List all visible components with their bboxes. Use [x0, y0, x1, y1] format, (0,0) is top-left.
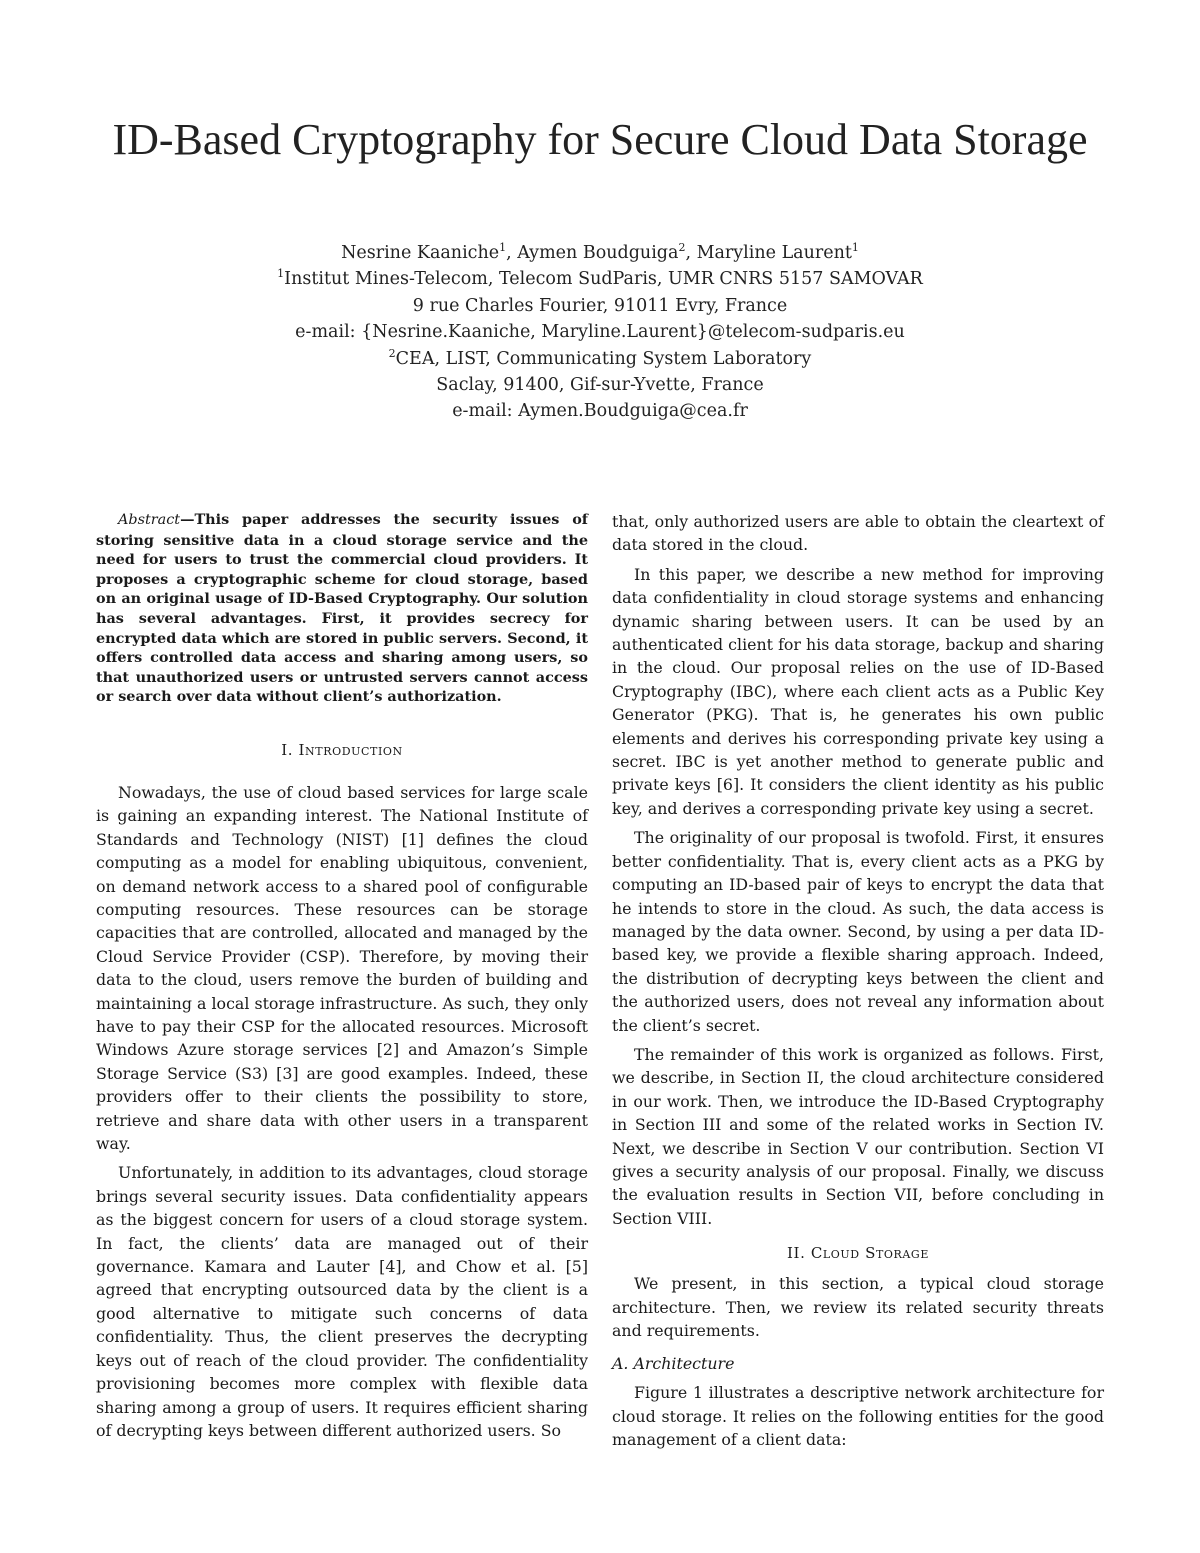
paragraph: In this paper, we describe a new method for improving data confidentiality in cloud storage systems and enhancing dynamic sharing between users. It can be used by an authenticated client for his data storage, backup and sharing in the cloud. Our proposal relies on the use of ID-Based Cryptography (IBC), where each client acts as a Public Key Generator (PKG). That is, he generates his own public elements and derives his corresponding private key using a secret. IBC is yet another method to generate public and private keys [6]. It considers the client identity as his public key, and derives a corresponding private key using a secret. [612, 564, 1104, 818]
author-names: Nesrine Kaaniche$^1$, Aymen Boudguiga$^2$, Maryline Laurent$^1$ [341, 241, 859, 263]
affiliation-2 [100, 346, 1100, 372]
affiliation-1-email: e-mail: {Nesrine.Kaaniche, Maryline.Laurent}@telecom-sudparis.eu [295, 322, 905, 343]
affiliation-line: Institut Mines-Telecom, Telecom SudParis, UMR CNRS 5157 SAMOVAR [284, 269, 923, 290]
affiliation-sup: 1 [277, 267, 285, 281]
abstract [96, 510, 588, 707]
paragraph: Figure 1 illustrates a descriptive network architecture for cloud storage. It relies on the following entities for the good management of a client data: [612, 1383, 1104, 1450]
paragraph: Nowadays, the use of cloud based services for large scale is gaining an expanding interest. The National Institute of Standards and Technology (NIST) [1] defines the cloud computing as a model for enabling ubiquitous, convenient, on demand network access to a shared pool of configurable computing resources. These resources can be storage capacities that are controlled, allocated and managed by the Cloud Service Provider (CSP). Therefore, by moving their data to the cloud, users remove the burden of building and maintaining a local storage infrastructure. As such, they only have to pay their CSP for the allocated resources. Microsoft Windows Azure storage services [2] and Amazon’s Simple Storage Service (S3) [3] are good examples. Indeed, these providers offer to their clients the possibility to store, retrieve and share data with other users in a transparent way. [96, 782, 588, 1154]
section-heading-cloud-storage: II. Cloud Storage [787, 1244, 929, 1263]
affiliation-2-email: e-mail: Aymen.Boudguiga@cea.fr [452, 401, 748, 422]
affiliation-sup: 2 [388, 346, 396, 360]
author-sup: 2 [678, 241, 686, 254]
section-heading-introduction: I. Introduction [281, 740, 403, 759]
affiliation-line: CEA, LIST, Communicating System Laboratory [395, 348, 812, 369]
paragraph: We present, in this section, a typical cloud storage architecture. Then, we review its related security threats and requirements. [612, 1274, 1104, 1340]
paragraph: Unfortunately, in addition to its advantages, cloud storage brings several security issues. Data confidentiality appears as the biggest concern for users of a cloud storage system. In fact, the clients’ data are managed out of their governance. Kamara and Lauter [4], and Chow et al. [5] agreed that encrypting outsourced data by the client is a good alternative to mitigate such concerns of data confidentiality. Thus, the client preserves the decrypting keys out of reach of the cloud provider. The confidentiality provisioning becomes more complex with flexible data sharing among a group of users. It requires efficient sharing of decrypting keys between different authorized users. So [96, 1163, 588, 1440]
author-name: Maryline Laurent [696, 243, 852, 263]
author-sup: 1 [499, 241, 507, 254]
affiliation-2-address: Saclay, 91400, Gif-sur-Yvette, France [436, 375, 764, 396]
affiliation-1-address: 9 rue Charles Fourier, 91011 Evry, France [412, 295, 788, 316]
paragraph: The remainder of this work is organized as follows. First, we describe, in Section II, the cloud architecture considered in our work. Then, we introduce the ID-Based Cryptography in Section III and some of the related works in Section IV. Next, we describe in Section V our contribution. Section VI gives a security analysis of our proposal. Finally, we discuss the evaluation results in Section VII, before concluding in Section VIII. [612, 1044, 1104, 1228]
paragraph: that, only authorized users are able to obtain the cleartext of data stored in the cloud. [612, 512, 1104, 555]
subsection-heading-architecture: A. Architecture [612, 1354, 735, 1374]
author-name: Nesrine Kaaniche [341, 243, 500, 263]
author-name: Aymen Boudguiga [517, 243, 679, 263]
author-block [100, 240, 1100, 425]
right-column [612, 510, 1104, 1458]
paper-title: ID-Based Cryptography for Secure Cloud Data Storage [112, 115, 1088, 164]
abstract-text: —This paper addresses the security issues of storing sensitive data in a cloud storage service and the need for users to trust the commercial cloud providers. It proposes a cryptographic scheme for cloud storage, based on an original usage of ID-Based Cryptography. Our solution has several advantages. First, it provides secrecy for encrypted data which are stored in public servers. Second, it offers controlled data access and sharing among users, so that unauthorized users or untrusted servers cannot access or search over data without client’s authorization. [96, 511, 588, 706]
affiliation-1 [100, 266, 1100, 292]
left-column [96, 510, 588, 1448]
author-sup: 1 [851, 241, 859, 254]
abstract-label: Abstract [118, 512, 181, 528]
paragraph: The originality of our proposal is twofold. First, it ensures better confidentiality. That is, every client acts as a PKG by computing an ID-based pair of keys to encrypt the data that he intends to store in the cloud. As such, the data access is managed by the data owner. Second, by using a per data ID-based key, we provide a flexible sharing approach. Indeed, the distribution of decrypting keys between the client and the authorized users, does not reveal any information about the client’s secret. [612, 828, 1104, 1035]
